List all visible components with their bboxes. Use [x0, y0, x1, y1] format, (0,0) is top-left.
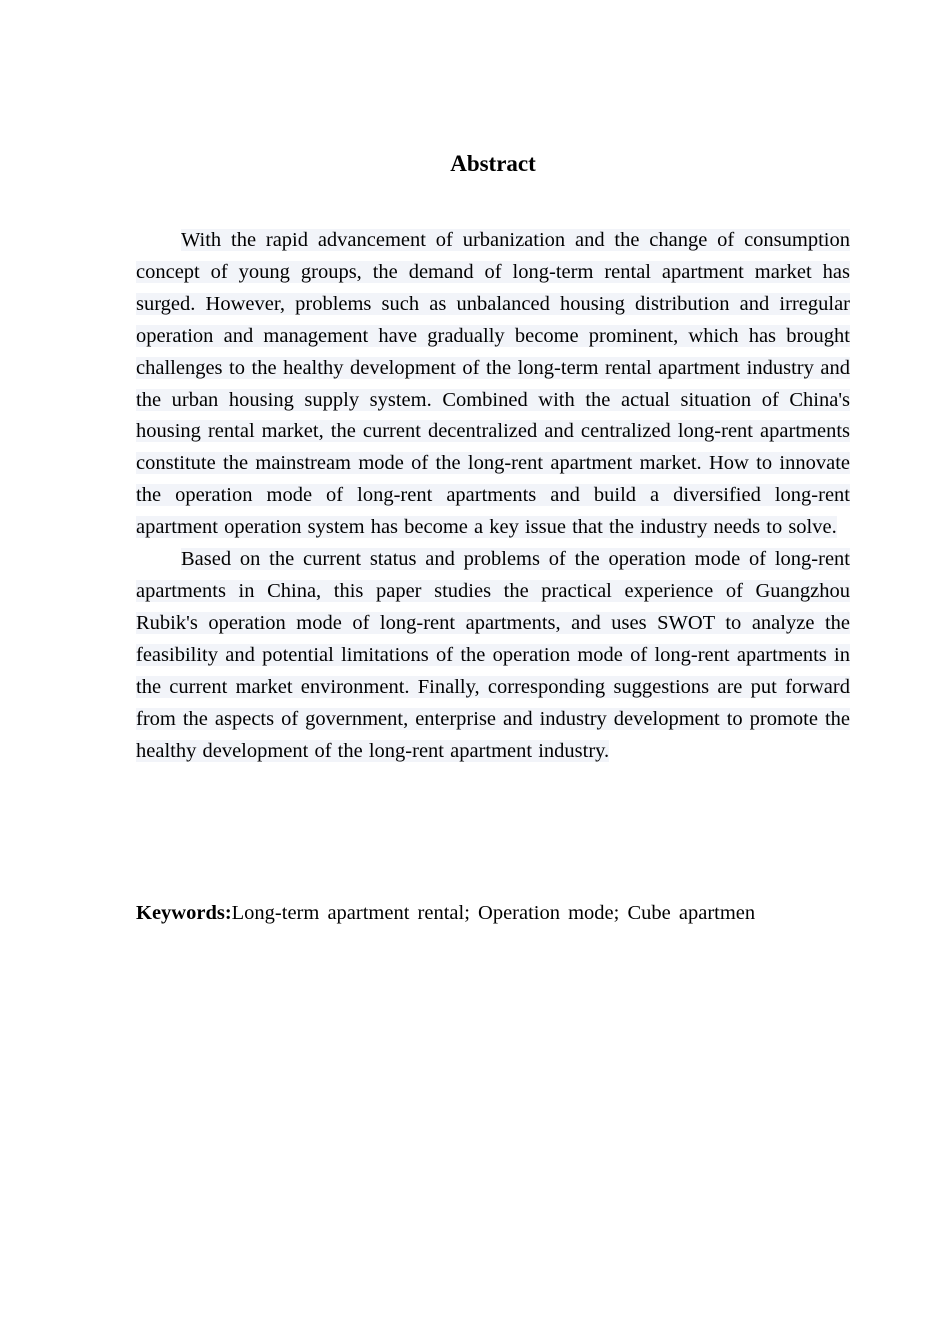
abstract-paragraph-2-text: Based on the current status and problems of the operation mode of long-rent apartments in China, this paper studies the practical experience of Guangzhou Rubik's operation mode of long-rent apartments, and uses SWOT to analyze the feasibility and potential limitations of the operation mode of long-rent apartments in the current market environment. Finally, corresponding suggestions are put forward from the aspects of government, enterprise and industry development to promote the healthy development of the long-rent apartment industry.: [136, 548, 850, 762]
keywords-label: Keywords:: [136, 902, 232, 924]
abstract-paragraph-1-text: With the rapid advancement of urbanization and the change of consumption concept of young groups, the demand of long-term rental apartment market has surged. However, problems such as unbalanced housing distribution and irregular operation and management have gradually become prominent, which has brought challenges to the healthy development of the long-term rental apartment industry and the urban housing supply system. Combined with the actual situation of China's housing rental market, the current decentralized and centralized long-rent apartments constitute the mainstream mode of the long-rent apartment market. How to innovate the operation mode of long-rent apartments and build a diversified long-rent apartment operation system has become a key issue that the industry needs to solve.: [136, 229, 850, 539]
keywords-line: [136, 898, 850, 929]
abstract-title: Abstract: [450, 151, 536, 176]
abstract-paragraph-1: [136, 225, 850, 544]
abstract-paragraph-2: [136, 544, 850, 767]
keywords-text: Long-term apartment rental; Operation mode; Cube apartmen: [231, 902, 756, 924]
abstract-body: [136, 225, 850, 767]
